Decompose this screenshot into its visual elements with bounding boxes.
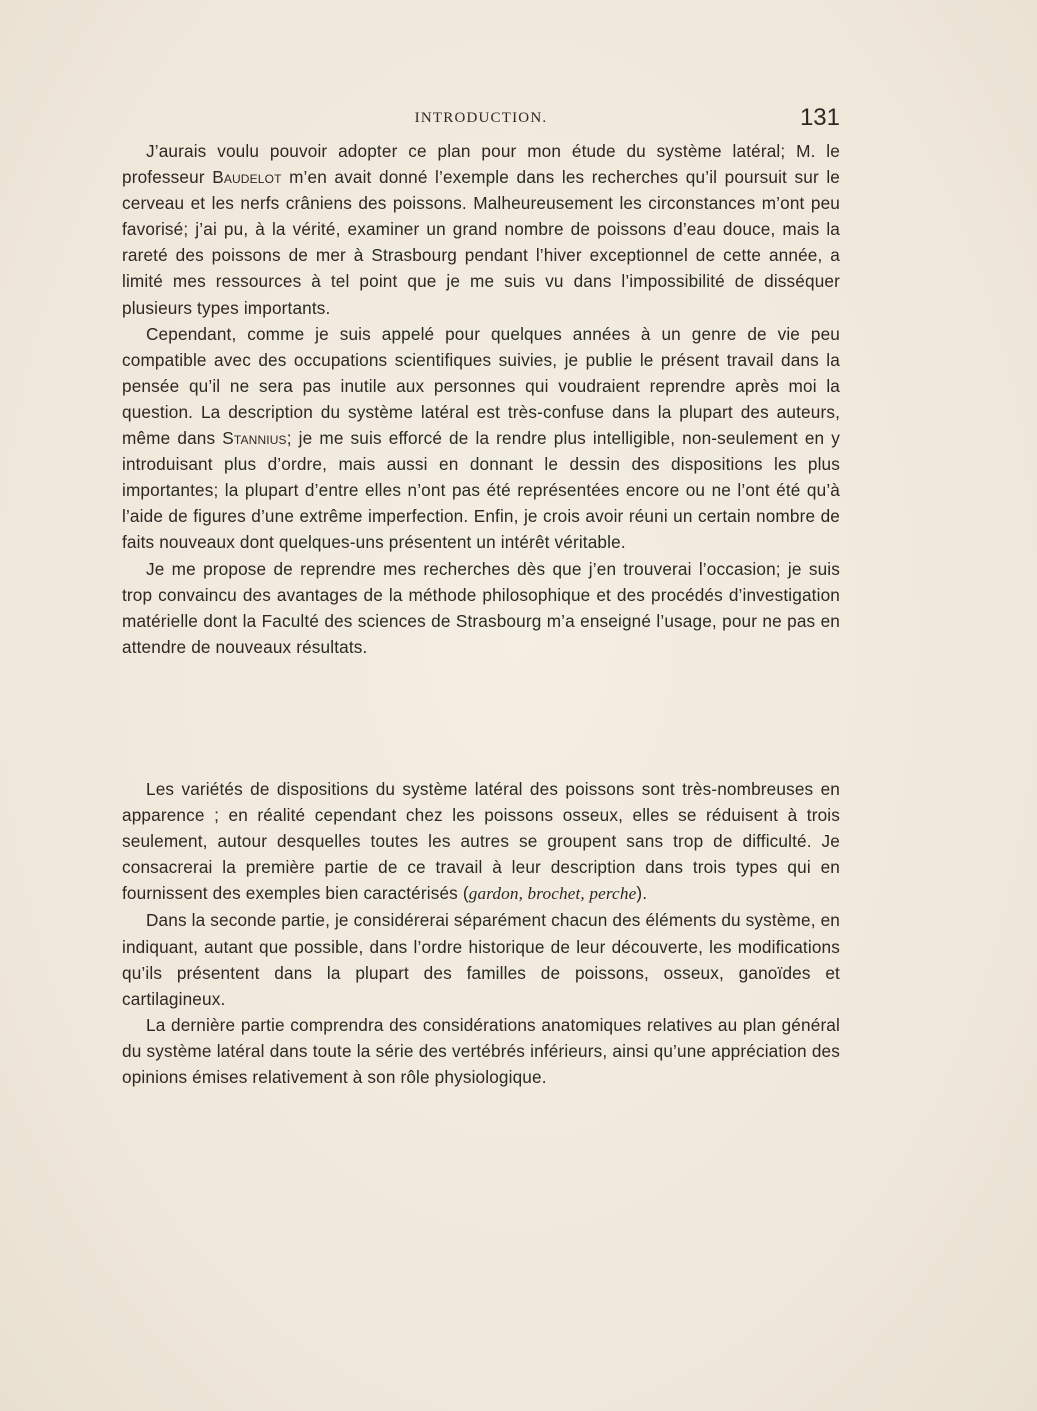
section-1-text (122, 138, 840, 660)
running-title: INTRODUCTION. (414, 110, 548, 126)
section-2-text (122, 776, 840, 1090)
paragraph: Dans la seconde partie, je considérerai séparément chacun des éléments du système, en indiquant, autant que possible, dans l’ordre historique de leur découverte, les modifications qu’ils présentent dans la plupart des familles de poissons, osseux, ganoïdes et cartilagineux. (122, 910, 840, 1009)
page-number: 131 (799, 104, 840, 131)
running-head (122, 104, 840, 130)
species-examples: gardon, brochet, perche (468, 884, 637, 904)
paragraph (122, 776, 840, 907)
paragraph-text: J’aurais voulu pouvoir adopter ce plan pour mon étude du système latéral; M. le professeur (122, 141, 840, 188)
paragraph: Je me propose de reprendre mes recherches dès que j’en trouverai l’occasion; je suis trop convaincu des avantages de la méthode philosophique et des procédés d’investigation matérielle dont la Faculté des sciences de Strasbourg m’a enseigné l’usage, pour ne pas en attendre de nouveaux résultats. (122, 558, 840, 657)
author-name: Stannius (222, 428, 287, 449)
paragraph (122, 321, 840, 556)
paragraph: La dernière partie comprendra des considérations anatomiques relatives au plan général du système latéral dans toute la série des vertébrés inférieurs, ainsi qu’une appréciation des opinions émises relativement à son rôle physiologique. (122, 1014, 840, 1088)
paragraph-text: m’en avait donné l’exemple dans les recherches qu’il poursuit sur le cerveau et les nerfs crâniens des poissons. Malheureusement les circonstances m’ont peu favorisé; j’ai pu, à la vérité, examiner un grand nombre de poissons d’eau douce, mais la rareté des poissons de mer à Strasbourg pendant l’hiver exceptionnel de cette année, a limité mes ressources à tel point que je me suis vu dans l’impossibilité de disséquer plusieurs types importants. (122, 167, 840, 318)
paragraph-text: Cependant, comme je suis appelé pour quelques années à un genre de vie peu compatible avec des occupations scientifiques suivies, je publie le présent travail dans la pensée qu’il ne sera pas inutile aux personnes qui voudraient reprendre après moi la question. La description du système latéral est très-confuse dans la plupart des auteurs, même dans (122, 323, 840, 449)
paragraph-text: Les variétés de dispositions du système latéral des poissons sont très-nombreuses en apparence ; en réalité cependant chez les poissons osseux, elles se réduisent à trois seulement, autour desquelles toutes les autres se groupent sans trop de difficulté. Je consacrerai la première partie de ce travail à leur description dans trois types qui en fournissent des exemples bien caractérisés ( (122, 779, 840, 904)
author-name: Baudelot (212, 167, 282, 188)
paragraph (122, 138, 840, 321)
paragraph-text: ). (636, 883, 648, 904)
paragraph-text: ; je me suis efforcé de la rendre plus intelligible, non-seulement en y introduisant plus d’ordre, mais aussi en donnant le dessin des dispositions les plus importantes; la plupart d’entre elles n’ont pas été représentées encore ou ne l’ont été qu’à l’aide de figures d’une extrême imperfection. Enfin, je crois avoir réuni un certain nombre de faits nouveaux dont quelques-uns présentent un intérêt véritable. (122, 428, 840, 553)
